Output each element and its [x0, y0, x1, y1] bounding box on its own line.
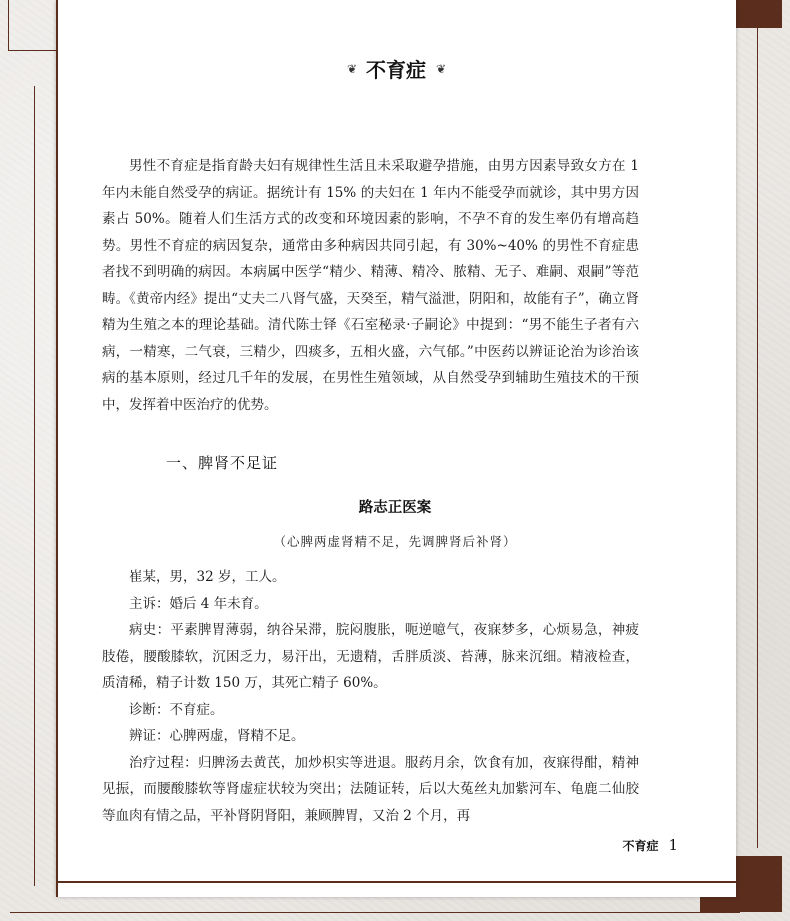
page-border-bottom — [56, 881, 736, 883]
ornament-left-icon: ❦ — [346, 61, 356, 76]
case-diagnosis: 诊断：不育症。 — [129, 701, 224, 718]
frame-block-bottom-right — [736, 856, 782, 912]
page-number: 1 — [668, 836, 678, 854]
case-treatment: 治疗过程：归脾汤去黄芪，加炒枳实等进退。服药月余，饮食有加，夜寐得酣，精神见振，而腰酸膝软等肾虚症状较为突出；法随证转，后以大菟丝丸加紫河车、龟鹿二仙胶等血肉有情之品，平补肾阴肾阳，兼顾脾胃，又治 2 个月，再 — [102, 754, 639, 824]
page-border-left — [56, 0, 58, 897]
frame-line-right-long — [757, 28, 758, 848]
footer-chapter-label: 不育症 — [622, 839, 659, 853]
case-history: 病史：平素脾胃薄弱，纳谷呆滞，脘闷腹胀，呃逆噫气，夜寐梦多，心烦易急，神疲肢倦，腰酸膝软，沉困乏力，易汗出，无遗精，舌胖质淡、苔薄，脉来沉细。精液检查，质清稀，精子计数 150 万，其死亡精子 60%。 — [102, 622, 639, 691]
frame-line-left-long — [34, 86, 35, 886]
page-footer — [622, 836, 678, 854]
case-differentiation: 辨证：心脾两虚，肾精不足。 — [129, 728, 305, 744]
frame-line-bottom — [10, 912, 740, 913]
frame-block-bottom-right-tail — [700, 896, 740, 913]
case-subtitle: （心脾两虚肾精不足，先调脾肾后补肾） — [273, 534, 517, 549]
case-patient: 崔某，男，32 岁，工人。 — [129, 569, 286, 585]
frame-block-top-right — [736, 0, 782, 28]
case-title: 路志正医案 — [358, 499, 432, 516]
chapter-title: 不育症 — [366, 58, 426, 82]
intro-paragraph: 男性不育症是指育龄夫妇有规律性生活且未采取避孕措施，由男方因素导致女方在 1 年内未能自然受孕的病证。据统计有 15% 的夫妇在 1 年内不能受孕而就诊，其中男方因素占 50%。随着人们生活方式的改变和环境因素的影响，不孕不育的发生率仍有增高趋势。男性不育症的病因复杂，通常由多种病因共同引起，有 30%~40% 的男性不育症患者找不到明确的病因。本病属中医学“精少、精薄、精冷、脓精、无子、难嗣、艰嗣”等范畴。《黄帝内经》提出“丈夫二八肾气盛，天癸至，精气溢泄，阴阳和，故能有子”，确立肾精为生殖之本的理论基础。清代陈士铎《石室秘录·子嗣论》中提到：“男不能生子者有六病，一精寒，二气衰，三精少，四痰多，五相火盛，六气郁。”中医药以辨证论治为诊治该病的基本原则，经过几千年的发展，在男性生殖领域，从自然受孕到辅助生殖技术的干预中，发挥着中医治疗的优势。 — [102, 158, 639, 413]
case-complaint: 主诉：婚后 4 年未育。 — [129, 595, 268, 612]
frame-line-left-vertical — [8, 0, 9, 51]
frame-line-top-left — [8, 50, 58, 51]
chapter-title-block — [56, 54, 736, 83]
section-heading: 一、脾肾不足证 — [166, 454, 279, 472]
case-body — [102, 564, 639, 829]
ornament-right-icon: ❦ — [436, 61, 446, 76]
intro-block — [102, 153, 639, 418]
